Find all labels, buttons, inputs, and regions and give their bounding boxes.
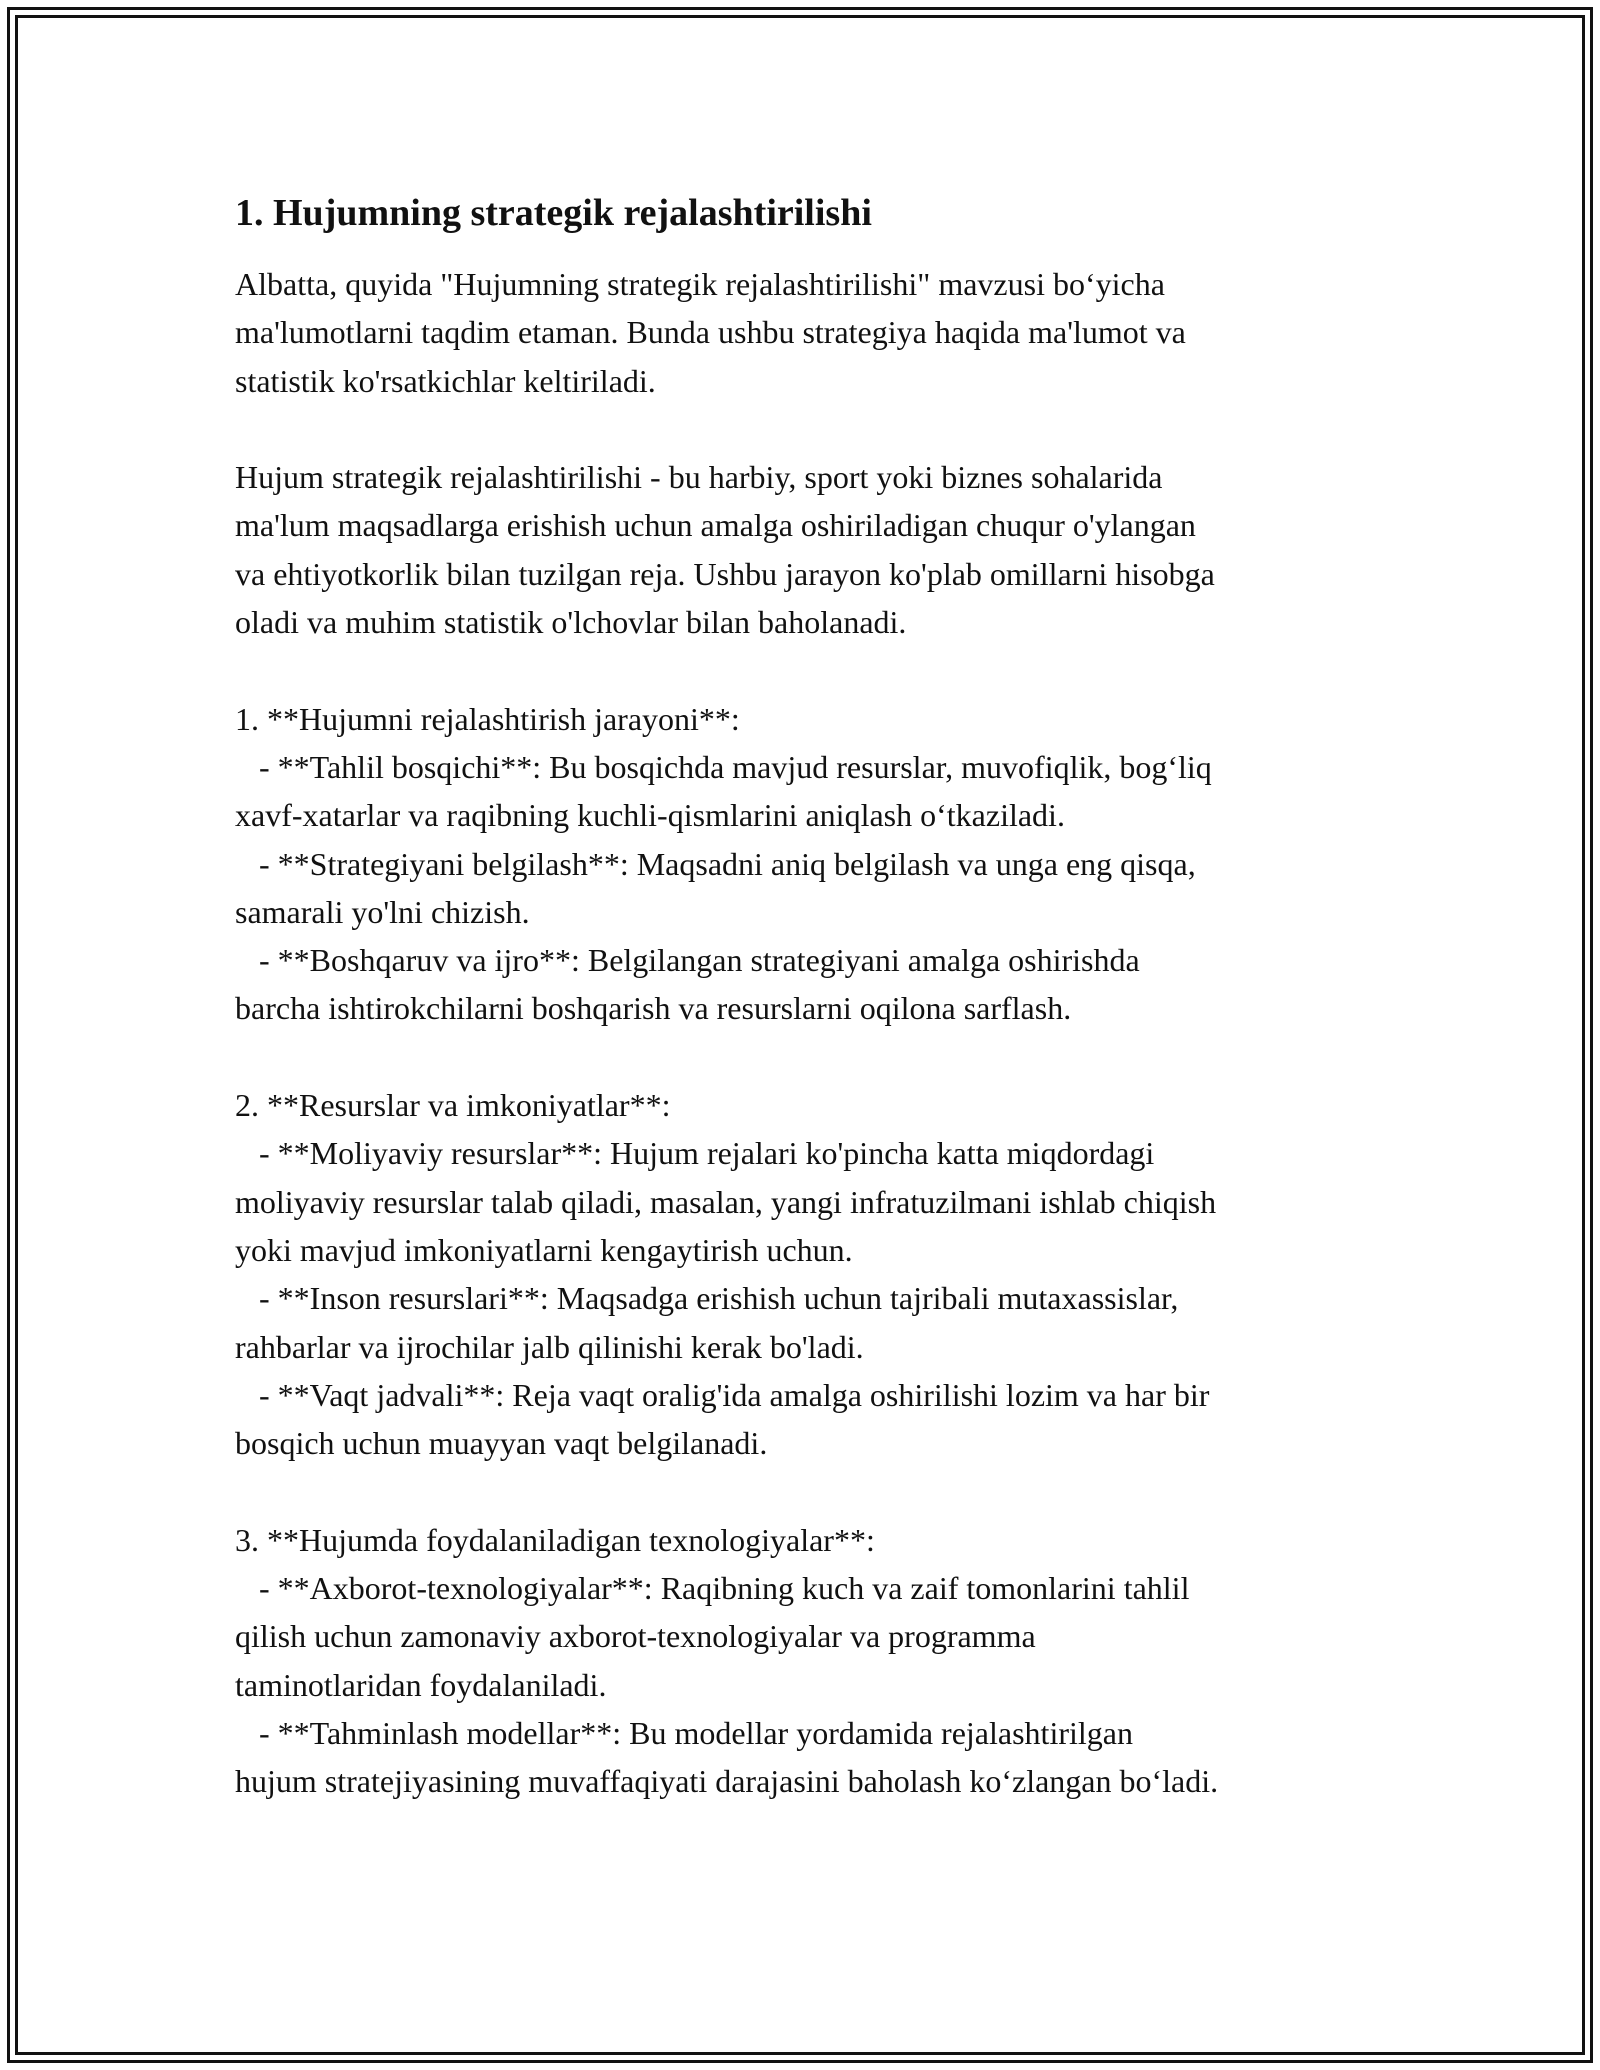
text-line: - **Moliyaviy resurslar**: Hujum rejalari ko'pincha katta miqdordagi [235,1135,1155,1172]
text-line: statistik ko'rsatkichlar keltiriladi. [235,362,656,399]
text-line: - **Boshqaruv va ijro**: Belgilangan strategiyani amalga oshirishda [235,942,1140,979]
text-line: barcha ishtirokchilarni boshqarish va resurslarni oqilona sarflash. [235,990,1072,1027]
text-line: ma'lumotlarni taqdim etaman. Bunda ushbu strategiya haqida ma'lumot va [235,314,1186,351]
text-line: - **Tahlil bosqichi**: Bu bosqichda mavjud resurslar, muvofiqlik, bog‘liq [235,748,1212,785]
text-line: - **Axborot-texnologiyalar**: Raqibning kuch va zaif tomonlarini tahlil [235,1570,1190,1607]
text-line: ma'lum maqsadlarga erishish uchun amalga oshiriladigan chuqur o'ylangan [235,507,1196,544]
text-line: taminotlaridan foydalaniladi. [235,1666,607,1703]
document-title: 1. Hujumning strategik rejalashtirilishi [235,192,872,234]
text-line: bosqich uchun muayyan vaqt belgilanadi. [235,1425,768,1462]
text-line: hujum stratejiyasining muvaffaqiyati darajasini baholash ko‘zlangan bo‘ladi. [235,1763,1219,1800]
blank-line [235,405,1385,453]
text-line: - **Strategiyani belgilash**: Maqsadni aniq belgilash va unga eng qisqa, [235,845,1196,882]
text-line: 3. **Hujumda foydalaniladigan texnologiyalar**: [235,1521,875,1558]
text-line: va ehtiyotkorlik bilan tuzilgan reja. Ushbu jarayon ko'plab omillarni hisobga [235,555,1215,592]
text-line: Albatta, quyida "Hujumning strategik rejalashtirilishi" mavzusi bo‘yicha [235,266,1165,302]
text-line: - **Vaqt jadvali**: Reja vaqt oralig'ida amalga oshirilishi lozim va har bir [235,1376,1210,1413]
text-line: moliyaviy resurslar talab qiladi, masalan, yangi infratuzilmani ishlab chiqish [235,1183,1217,1220]
blank-line [235,1033,1385,1081]
text-line: yoki mavjud imkoniyatlarni kengaytirish uchun. [235,1231,853,1268]
text-line: oladi va muhim statistik o'lchovlar bilan baholanadi. [235,604,907,641]
blank-line [235,646,1385,694]
text-line: qilish uchun zamonaviy axborot-texnologiyalar va programma [235,1618,1036,1655]
text-line: Hujum strategik rejalashtirilishi - bu harbiy, sport yoki biznes sohalarida [235,459,1163,496]
text-line: rahbarlar va ijrochilar jalb qilinishi kerak bo'ladi. [235,1328,864,1365]
text-line: 2. **Resurslar va imkoniyatlar**: [235,1087,671,1124]
text-line: xavf-xatarlar va raqibning kuchli-qismlarini aniqlash o‘tkaziladi. [235,797,1065,834]
text-line: 1. **Hujumni rejalashtirish jarayoni**: [235,700,740,737]
document-page [235,188,1385,1806]
text-line: samarali yo'lni chizish. [235,893,530,930]
blank-line [235,1467,1385,1515]
document-body [235,260,1385,1806]
text-line: - **Inson resurslari**: Maqsadga erishish uchun tajribali mutaxassislar, [235,1280,1179,1317]
text-line: - **Tahminlash modellar**: Bu modellar yordamida rejalashtirilgan [235,1714,1133,1751]
